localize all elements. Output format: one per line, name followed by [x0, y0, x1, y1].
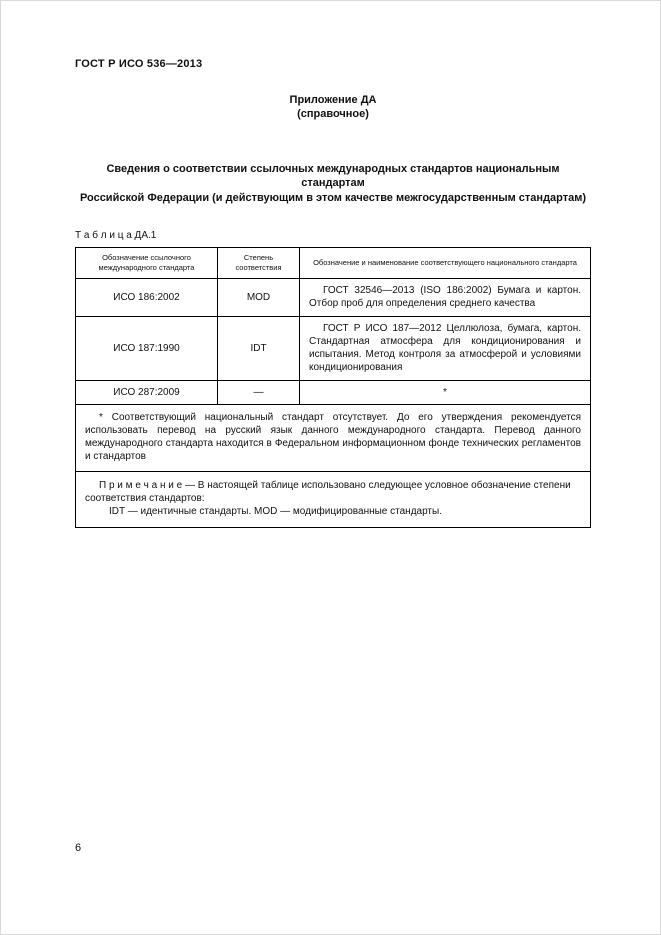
cell-reference-standard: ИСО 187:1990	[76, 317, 218, 381]
footnote-text: * Соответствующий национальный стандарт отсутствует. До его утверждения рекомендуется использовать перевод на русский язык данного международного стандарта. Перевод данного международного стандарта находится в Федеральном информационном фонде технических регламентов и стандартов	[85, 412, 581, 463]
cell-national-standard-text: ГОСТ 32546—2013 (ISO 186:2002) Бумага и картон. Отбор проб для определения среднего качества	[309, 285, 581, 310]
note-cell	[76, 472, 591, 528]
document-number: ГОСТ Р ИСО 536—2013	[75, 58, 203, 70]
table-body	[76, 279, 591, 528]
cell-reference-standard: ИСО 287:2009	[76, 381, 218, 405]
cell-degree: IDT	[218, 317, 300, 381]
appendix-subtitle: (справочное)	[297, 107, 369, 120]
section-title-line1: Сведения о соответствии ссылочных международных стандартов национальным стандартам	[106, 162, 560, 190]
cell-national-standard	[300, 279, 591, 317]
cell-national-standard-text: ГОСТ Р ИСО 187—2012 Целлюлоза, бумага, картон. Стандартная атмосфера для кондиционирования и испытания. Метод контроля за атмосферой и условиями кондиционирования	[309, 323, 581, 374]
table-row	[76, 381, 591, 405]
table-label: Т а б л и ц а ДА.1	[75, 230, 157, 242]
section-title	[75, 162, 591, 207]
table-row	[76, 279, 591, 317]
standards-correspondence-table	[75, 247, 591, 528]
table-footnote-row	[76, 405, 591, 472]
cell-reference-standard: ИСО 186:2002	[76, 279, 218, 317]
page-content	[75, 0, 591, 528]
note-text-line1: П р и м е ч а н и е — В настоящей таблице использовано следующее условное обозначение степени соответствия стандартов:	[85, 480, 571, 505]
table-row	[76, 317, 591, 381]
column-header-national-standard: Обозначение и наименование соответствующего национального стандарта	[300, 248, 591, 279]
column-header-degree: Степень соответствия	[218, 248, 300, 279]
cell-degree: MOD	[218, 279, 300, 317]
cell-degree: —	[218, 381, 300, 405]
cell-national-standard	[300, 317, 591, 381]
section-title-line2: Российской Федерации (и действующим в этом качестве межгосударственным стандартам)	[79, 192, 587, 205]
note-text-line2: IDT — идентичные стандарты. MOD — модифицированные стандарты.	[109, 506, 442, 518]
cell-national-standard: *	[300, 381, 591, 405]
column-header-reference-standard: Обозначение ссылочного международного стандарта	[76, 248, 218, 279]
appendix-heading	[75, 94, 591, 122]
footnote-cell	[76, 405, 591, 472]
table-header-row	[76, 248, 591, 279]
table-note-row	[76, 472, 591, 528]
appendix-title: Приложение ДА	[289, 94, 377, 106]
page-number: 6	[75, 842, 82, 854]
table-header	[76, 248, 591, 279]
